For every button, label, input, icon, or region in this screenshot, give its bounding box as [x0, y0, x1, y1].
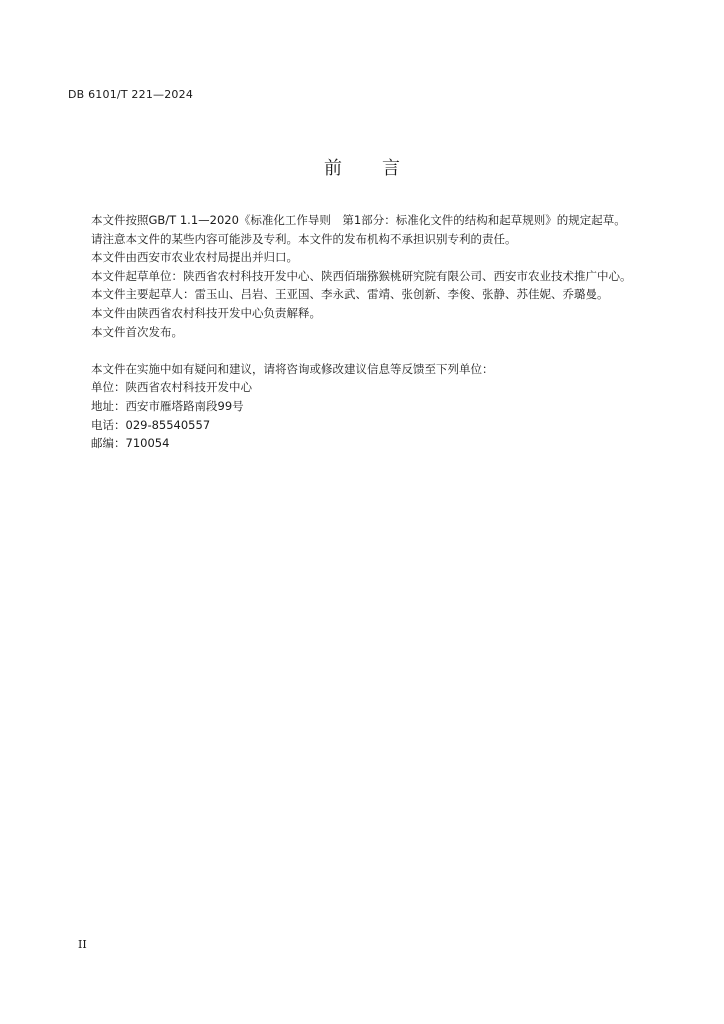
preface-body — [68, 211, 640, 453]
contact-intro: 本文件在实施中如有疑问和建议，请将咨询或修改建议信息等反馈至下列单位： — [91, 361, 494, 376]
page-number: II — [78, 938, 87, 951]
document-code: DB 6101/T 221—2024 — [68, 88, 194, 101]
paragraph-spacer — [68, 341, 640, 360]
preface-paragraph: 请注意本文件的某些内容可能涉及专利。本文件的发布机构不承担识别专利的责任。 — [91, 231, 517, 246]
contact-postcode: 邮编：710054 — [91, 436, 170, 451]
preface-paragraph: 本文件首次发布。 — [91, 324, 183, 339]
contact-address: 地址：西安市雁塔路南段99号 — [91, 398, 244, 413]
preface-paragraph: 本文件由西安市农业农村局提出并归口。 — [91, 250, 298, 265]
preface-paragraph: 本文件起草单位：陕西省农村科技开发中心、陕西佰瑞猕猴桃研究院有限公司、西安市农业技术推广中心。 — [91, 268, 632, 283]
preface-paragraph: 本文件由陕西省农村科技开发中心负责解释。 — [91, 305, 321, 320]
page-title: 前言 — [324, 158, 440, 179]
preface-paragraph: 本文件按照GB/T 1.1—2020《标准化工作导则 第1部分：标准化文件的结构和起草规则》的规定起草。 — [91, 213, 626, 227]
contact-unit: 单位：陕西省农村科技开发中心 — [91, 380, 252, 395]
preface-paragraph: 本文件主要起草人：雷玉山、吕岩、王亚国、李永武、雷靖、张创新、李俊、张静、苏佳妮、乔璐曼。 — [91, 287, 609, 302]
contact-phone: 电话：029-85540557 — [91, 417, 211, 432]
